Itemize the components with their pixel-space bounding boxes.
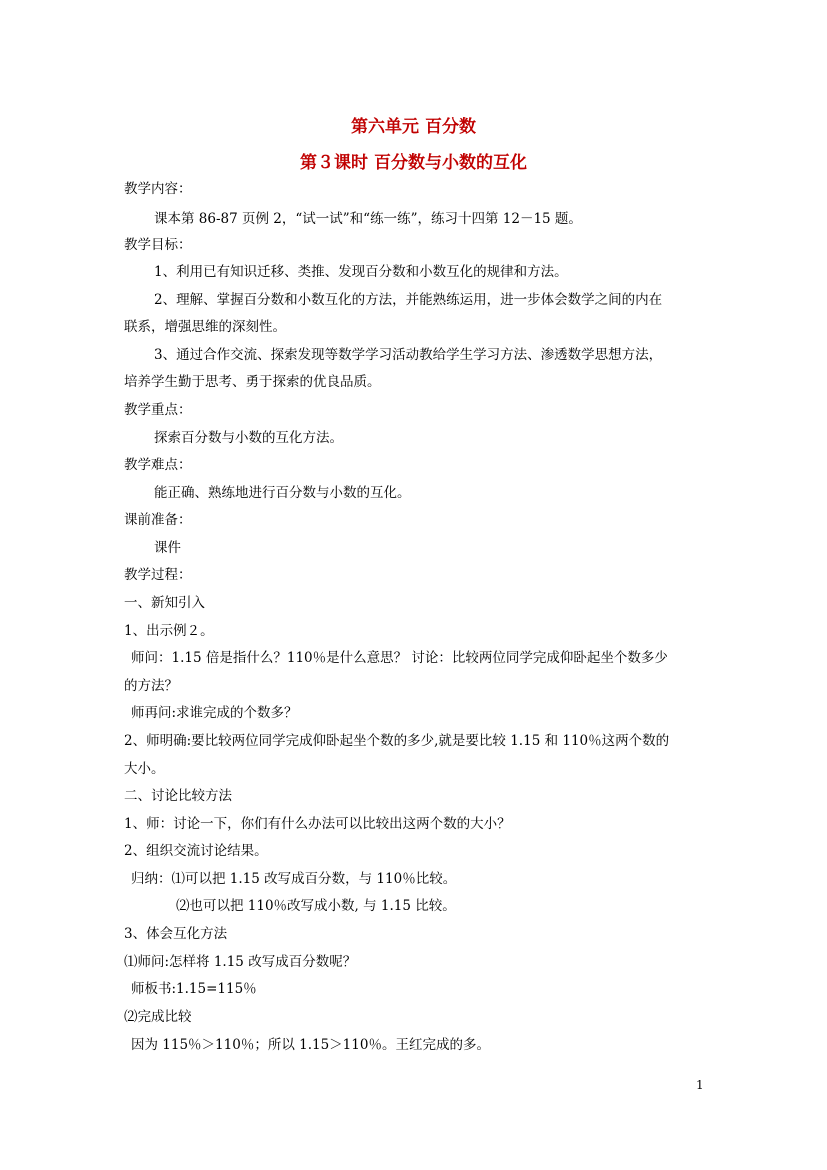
text-line: 联系，增强思维的深刻性。 <box>124 319 286 335</box>
text-line: 2、理解、掌握百分数和小数互化的方法，并能熟练运用，进一步体会数学之间的内在 <box>154 292 663 308</box>
text-line: 培养学生勤于思考、勇于探索的优良品质。 <box>124 374 381 390</box>
section-heading-preparation: 课前准备： <box>124 512 192 528</box>
text-line: 能正确、熟练地进行百分数与小数的互化。 <box>154 485 411 501</box>
text-line: 一、新知引入 <box>124 595 205 611</box>
section-heading-content: 教学内容： <box>124 181 192 197</box>
text-line: 大小。 <box>124 761 165 777</box>
text-line: 课本第 86-87 页例 2，“试一试”和“练一练”，练习十四第 12－15 题。 <box>154 211 582 227</box>
section-heading-key-points: 教学重点： <box>124 402 192 418</box>
page-number: 1 <box>696 1078 704 1092</box>
text-line: 1、利用已有知识迁移、类推、发现百分数和小数互化的规律和方法。 <box>154 264 568 280</box>
text-line: 3、体会互化方法 <box>124 926 228 942</box>
section-heading-objectives: 教学目标： <box>124 237 192 253</box>
text-line: 3、通过合作交流、探索发现等数学学习活动教给学生学习方法、渗透数学思想方法， <box>154 347 663 363</box>
text-line: 1、出示例２。 <box>124 623 214 639</box>
text-line: 师板书:1.15=115％ <box>131 981 257 997</box>
text-line: 探索百分数与小数的互化方法。 <box>154 430 343 446</box>
text-line: 1、师：讨论一下，你们有什么办法可以比较出这两个数的大小？ <box>124 816 511 832</box>
section-heading-difficulties: 教学难点： <box>124 457 192 473</box>
text-line: 的方法？ <box>124 678 178 694</box>
text-line: 课件 <box>154 540 181 556</box>
text-line: 2、师明确:要比较两位同学完成仰卧起坐个数的多少,就是要比较 1.15 和 110％这两个数的 <box>124 733 670 749</box>
text-line: 归纳：⑴可以把 1.15 改写成百分数，与 110％比较。 <box>131 871 457 887</box>
text-line: 师再问:求谁完成的个数多？ <box>131 705 298 721</box>
text-line: ⑴师问:怎样将 1.15 改写成百分数呢？ <box>124 954 357 970</box>
lesson-title: 第３课时 百分数与小数的互化 <box>300 153 527 173</box>
text-line: 师问：1.15 倍是指什么？110％是什么意思？ 讨论：比较两位同学完成仰卧起坐个数多少 <box>131 650 668 666</box>
text-line: 因为 115％＞110％；所以 1.15＞110％。王红完成的多。 <box>131 1037 490 1053</box>
text-line: 2、组织交流讨论结果。 <box>124 843 268 859</box>
text-line: ⑵完成比较 <box>124 1009 192 1025</box>
section-heading-process: 教学过程： <box>124 567 192 583</box>
text-line: ⑵也可以把 110％改写成小数, 与 1.15 比较。 <box>176 898 456 914</box>
unit-title: 第六单元 百分数 <box>351 117 476 137</box>
text-line: 二、讨论比较方法 <box>124 788 232 804</box>
